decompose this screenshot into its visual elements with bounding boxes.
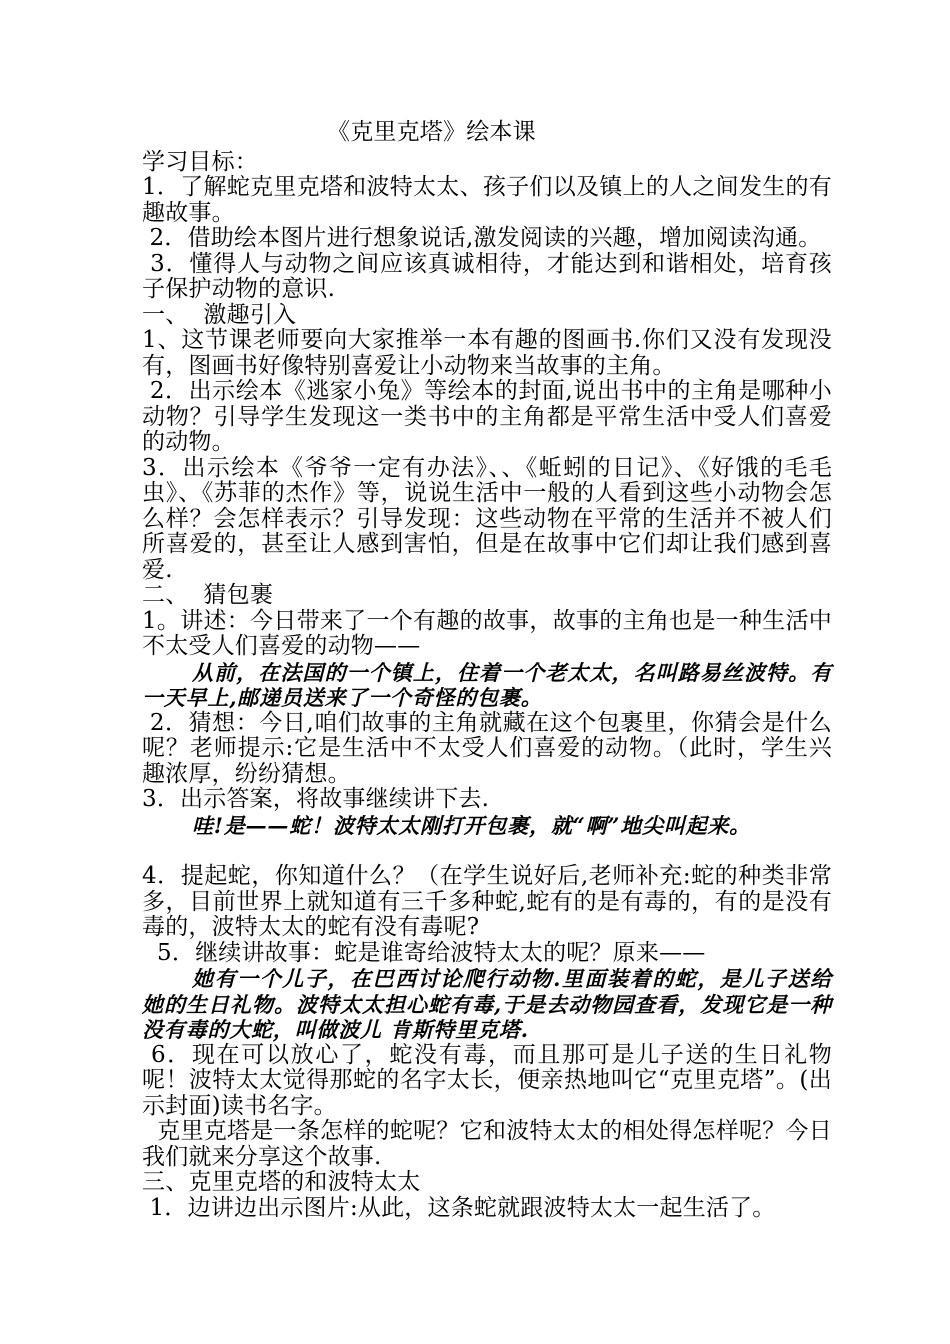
section-item: 2．出示绘本《逃家小兔》等绘本的封面,说出书中的主角是哪种小动物？引导学生发现这一类书中的主角都是平常生活中受人们喜爱的动物。 (142, 378, 832, 455)
section-item: 1。讲述：今日带来了一个有趣的故事，故事的主角也是一种生活中不太受人们喜爱的动物—— (142, 607, 832, 659)
story-excerpt: 哇!是——蛇！波特太太刚打开包裹，就“啊”地尖叫起来。 (192, 812, 751, 838)
document-body (142, 120, 832, 1221)
goal-item: 2．借助绘本图片进行想象说话,激发阅读的兴趣，增加阅读沟通。 (142, 225, 822, 251)
story-excerpt: 她有一个儿子，在巴西讨论爬行动物.里面装着的蛇，是儿子送给她的生日礼物。波特太太担心蛇有毒,于是去动物园查看，发现它是一种没有毒的大蛇，叫做波儿 肯斯特里克塔. (142, 966, 832, 1042)
section-item: 2．猜想：今日,咱们故事的主角就藏在这个包裹里，你猜会是什么呢？老师提示:它是生活中不太受人们喜爱的动物。（此时，学生兴趣浓厚，纷纷猜想。 (142, 709, 832, 787)
section-heading: 二、 猜包裹 (142, 582, 274, 608)
section-item: 6．现在可以放心了，蛇没有毒，而且那可是儿子送的生日礼物呢！波特太太觉得那蛇的名字太长，便亲热地叫它“克里克塔”。(出示封面)读书名字。 (142, 1041, 832, 1119)
section-item: 3．出示答案，将故事继续讲下去. (142, 786, 490, 812)
section-item: 1、这节课老师要向大家推举一本有趣的图画书.你们又没有发现没有，图画书好像特别喜爱让小动物来当故事的主角。 (142, 327, 832, 379)
blank-line (142, 838, 832, 864)
goal-item: 1．了解蛇克里克塔和波特太太、孩子们以及镇上的人之间发生的有趣故事。 (142, 174, 832, 226)
section-item: 4．提起蛇，你知道什么？（在学生说好后,老师补充:蛇的种类非常多，目前世界上就知道有三千多种蛇,蛇有的是有毒的，有的是没有毒的，波特太太的蛇有没有毒呢? (142, 863, 832, 940)
section-item: 5．继续讲故事：蛇是谁寄给波特太太的呢？原来—— (142, 939, 706, 966)
section-item: 1．边讲边出示图片:从此，这条蛇就跟波特太太一起生活了。 (142, 1194, 776, 1221)
goal-item: 3．懂得人与动物之间应该真诚相待，才能达到和谐相处，培育孩子保护动物的意识. (142, 250, 832, 302)
section-item: 3．出示绘本《爷爷一定有办法》、、《蚯蚓的日记》、《好饿的毛毛虫》、《苏菲的杰作》等，说说生活中一般的人看到这些小动物会怎么样？会怎样表示？引导发现：这些动物在平常的生活并不被人们所喜爱的，甚至让人感到害怕，但是在故事中它们却让我们感到喜爱. (142, 454, 832, 583)
goals-heading: 学习目标： (142, 148, 258, 175)
section-heading: 一、 激趣引入 (142, 301, 297, 328)
document-title: 《克里克塔》绘本课 (327, 119, 536, 145)
section-heading: 三、克里克塔的和波特太太 (142, 1169, 421, 1195)
story-excerpt: 从前，在法国的一个镇上，住着一个老太太，名叫路易丝波特。有一天早上,邮递员送来了一个奇怪的包裹。 (142, 659, 832, 710)
section-closing: 克里克塔是一条怎样的蛇呢？它和波特太太的相处得怎样呢？今日我们就来分享这个故事. (142, 1118, 832, 1170)
